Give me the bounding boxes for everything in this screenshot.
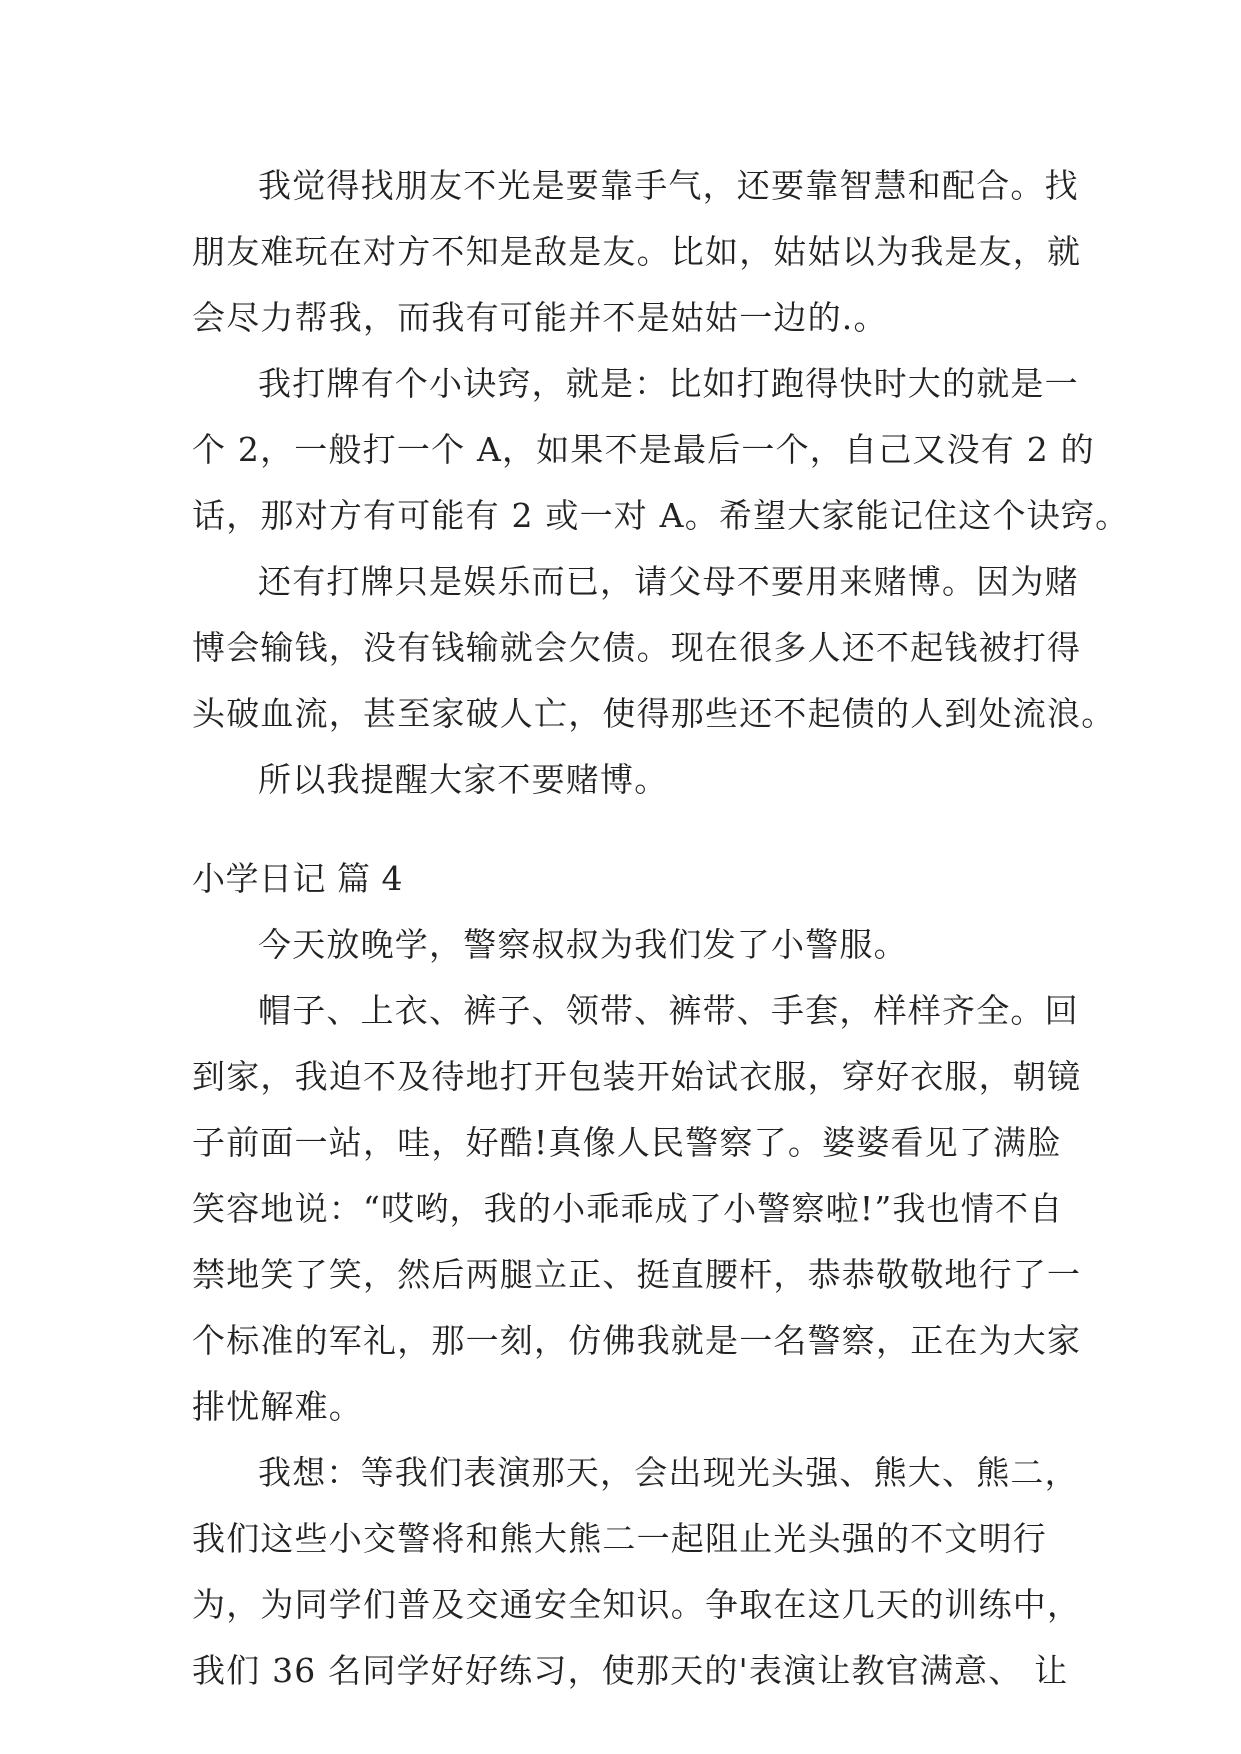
paragraph-line: 我想：等我们表演那天，会出现光头强、熊大、熊二， — [258, 1453, 1079, 1492]
paragraph-line: 到家，我迫不及待地打开包装开始试衣服，穿好衣服，朝镜 — [192, 1057, 1082, 1096]
paragraph-line: 我们这些小交警将和熊大熊二一起阻止光头强的不文明行 — [192, 1519, 1047, 1558]
paragraph-line: 会尽力帮我，而我有可能并不是姑姑一边的.。 — [192, 298, 888, 337]
paragraph-line: 我觉得找朋友不光是要靠手气，还要靠智慧和配合。找 — [258, 166, 1079, 205]
paragraph-line: 朋友难玩在对方不知是敌是友。比如，姑姑以为我是友，就 — [192, 232, 1082, 271]
paragraph-line: 还有打牌只是娱乐而已，请父母不要用来赌博。因为赌 — [258, 562, 1079, 601]
paragraph-line: 笑容地说：“哎哟，我的小乖乖成了小警察啦!”我也情不自 — [192, 1189, 1064, 1228]
paragraph-line: 子前面一站，哇，好酷!真像人民警察了。婆婆看见了满脸 — [192, 1123, 1062, 1162]
paragraph-line: 我打牌有个小诀窍，就是：比如打跑得快时大的就是一 — [258, 364, 1079, 403]
paragraph-line: 为，为同学们普及交通安全知识。争取在这几天的训练中， — [192, 1585, 1082, 1624]
paragraph-line: 帽子、上衣、裤子、领带、裤带、手套，样样齐全。回 — [258, 991, 1079, 1030]
paragraph-line: 话，那对方有可能有 2 或一对 A。希望大家能记住这个诀窍。 — [192, 496, 1130, 535]
paragraph-line: 我们 36 名同学好好练习，使那天的'表演让教官满意、 让 — [192, 1651, 1069, 1690]
paragraph-line: 个 2，一般打一个 A，如果不是最后一个，自己又没有 2 的 — [192, 430, 1095, 469]
paragraph-line: 博会输钱，没有钱输就会欠债。现在很多人还不起钱被打得 — [192, 628, 1082, 667]
paragraph-line: 排忧解难。 — [192, 1387, 363, 1426]
section-heading: 小学日记 篇 4 — [192, 859, 403, 898]
paragraph-line: 今天放晚学，警察叔叔为我们发了小警服。 — [258, 925, 908, 964]
paragraph-line: 所以我提醒大家不要赌博。 — [258, 760, 669, 799]
paragraph-line: 个标准的军礼，那一刻，仿佛我就是一名警察，正在为大家 — [192, 1321, 1082, 1360]
paragraph-line: 禁地笑了笑，然后两腿立正、挺直腰杆，恭恭敬敬地行了一 — [192, 1255, 1082, 1294]
paragraph-line: 头破血流，甚至家破人亡，使得那些还不起债的人到处流浪。 — [192, 694, 1116, 733]
